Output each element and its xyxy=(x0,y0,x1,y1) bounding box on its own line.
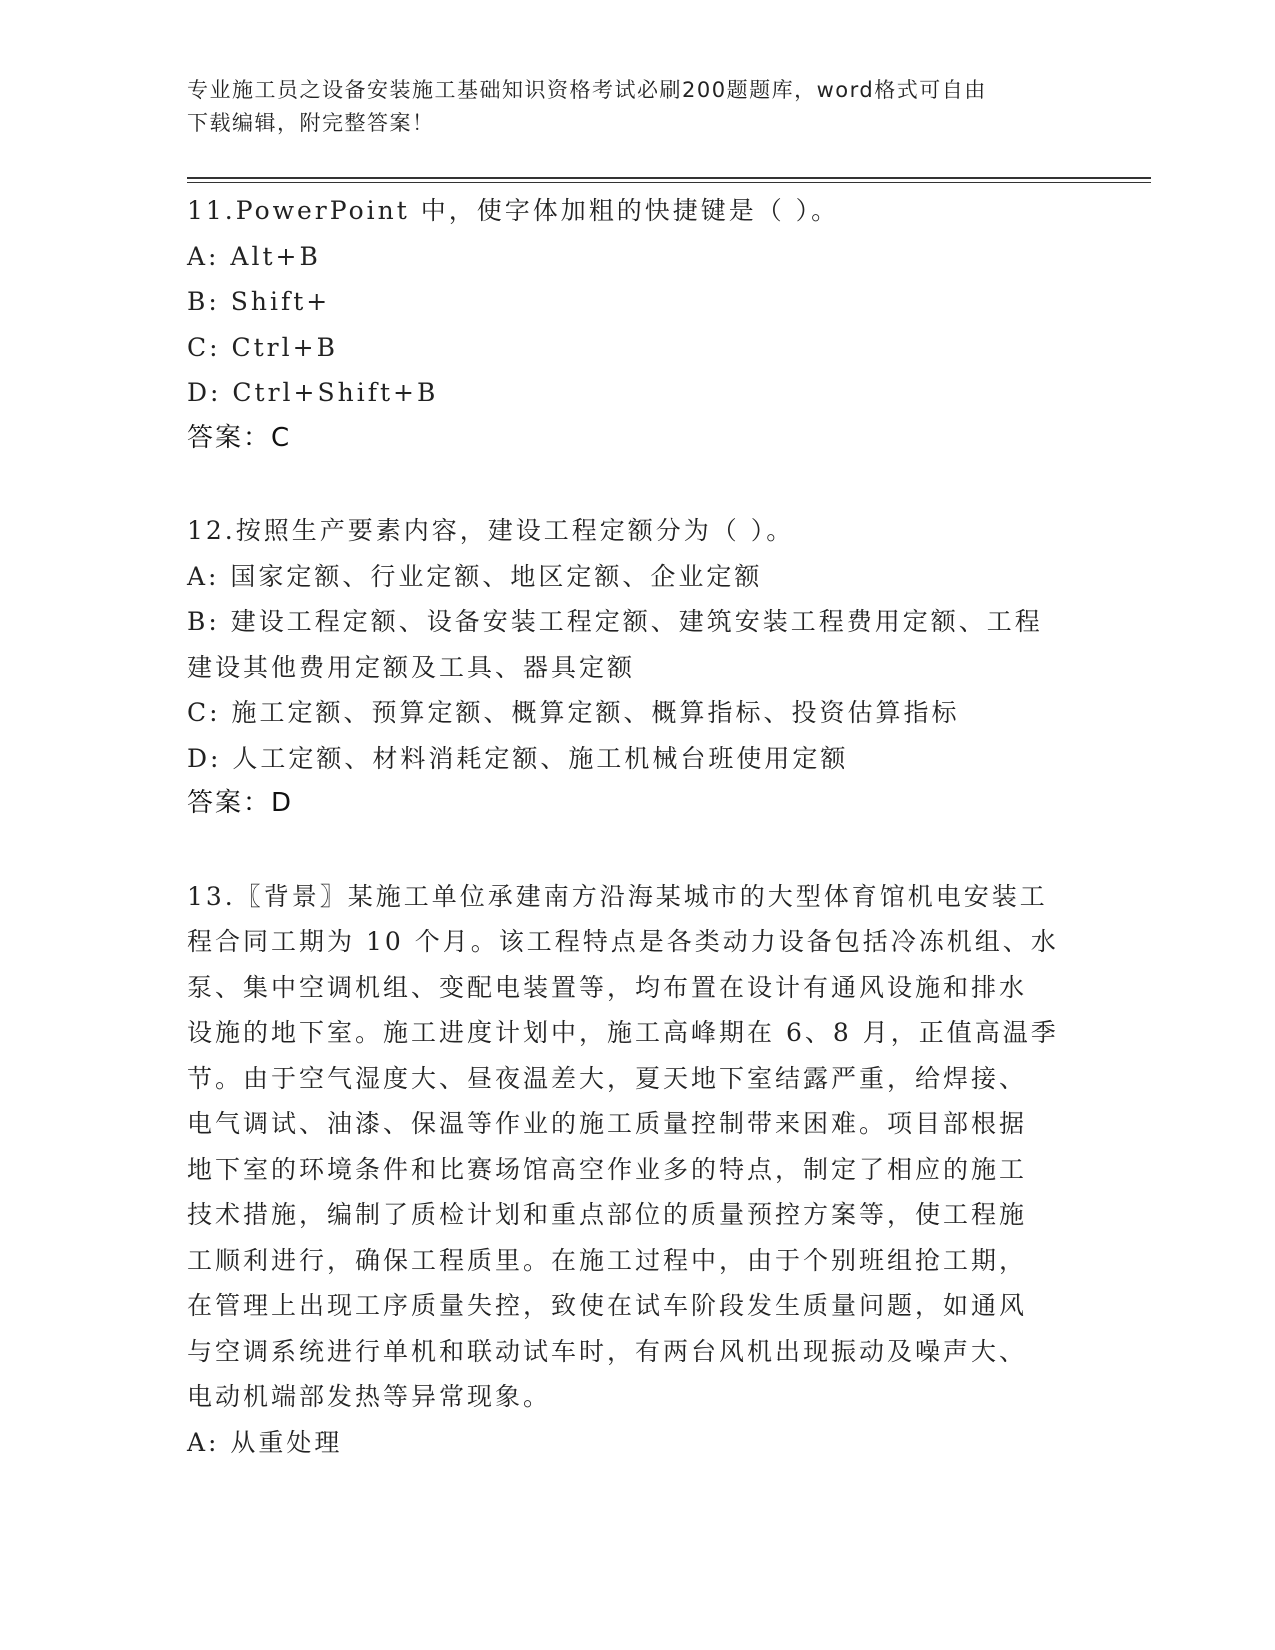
header-divider-thin xyxy=(187,182,1151,183)
question-stem: 11.PowerPoint 中，使字体加粗的快捷键是（ ）。 xyxy=(187,196,840,225)
answer-label: 答案：C xyxy=(187,422,292,453)
question-stem-line: 技术措施，编制了质检计划和重点部位的质量预控方案等，使工程施 xyxy=(187,1200,1028,1229)
option-b: B: 建设工程定额、设备安装工程定额、建筑安装工程费用定额、工程 xyxy=(187,607,1043,636)
question-stem-line: 与空调系统进行单机和联动试车时，有两台风机出现振动及噪声大、 xyxy=(187,1336,1028,1366)
document-header xyxy=(187,74,1087,140)
header-line-2: 下载编辑，附完整答案！ xyxy=(187,111,435,135)
question-stem-line: 泵、集中空调机组、变配电装置等，均布置在设计有通风设施和排水 xyxy=(187,972,1028,1002)
option-c: C: 施工定额、预算定额、概算定额、概算指标、投资估算指标 xyxy=(187,698,960,727)
header-line-1: 专业施工员之设备安装施工基础知识资格考试必刷200题题库，word格式可自由 xyxy=(187,78,987,102)
question-stem-line: 电动机端部发热等异常现象。 xyxy=(187,1382,552,1411)
question-11 xyxy=(187,188,1087,461)
question-stem-line: 地下室的环境条件和比赛场馆高空作业多的特点，制定了相应的施工 xyxy=(187,1154,1028,1184)
question-spacer xyxy=(187,461,1087,508)
header-divider-thick xyxy=(187,177,1151,179)
option-b: B: Shift+ xyxy=(187,287,331,316)
question-stem-line: 电气调试、油漆、保温等作业的施工质量控制带来困难。项目部根据 xyxy=(187,1109,1028,1138)
question-stem-line: 工顺利进行，确保工程质里。在施工过程中，由于个别班组抢工期， xyxy=(187,1245,1028,1275)
option-b-continued: 建设其他费用定额及工具、器具定额 xyxy=(187,652,636,682)
option-d: D: Ctrl+Shift+B xyxy=(187,378,439,407)
answer-label: 答案：D xyxy=(187,788,294,818)
question-stem-line: 程合同工期为 10 个月。该工程特点是各类动力设备包括冷冻机组、水 xyxy=(187,927,1059,956)
question-12 xyxy=(187,508,1087,827)
question-stem-line: 在管理上出现工序质量失控，致使在试车阶段发生质量问题，如通风 xyxy=(187,1291,1028,1320)
option-a: A: 国家定额、行业定额、地区定额、企业定额 xyxy=(187,561,763,591)
question-spacer xyxy=(187,827,1087,874)
option-a: A: Alt+B xyxy=(187,241,321,271)
question-13 xyxy=(187,874,1087,1466)
question-stem-line: 设施的地下室。施工进度计划中，施工高峰期在 6、8 月，正值高温季 xyxy=(187,1018,1059,1047)
question-stem: 12.按照生产要素内容，建设工程定额分为（ ）。 xyxy=(187,516,795,545)
option-c: C: Ctrl+B xyxy=(187,332,338,362)
question-list xyxy=(187,188,1087,1465)
question-stem-line: 13.〖背景〗某施工单位承建南方沿海某城市的大型体育馆机电安装工 xyxy=(187,881,1048,911)
option-d: D: 人工定额、材料消耗定额、施工机械台班使用定额 xyxy=(187,743,849,773)
question-stem-line: 节。由于空气湿度大、昼夜温差大，夏天地下室结露严重，给焊接、 xyxy=(187,1063,1028,1093)
option-a: A: 从重处理 xyxy=(187,1427,343,1457)
